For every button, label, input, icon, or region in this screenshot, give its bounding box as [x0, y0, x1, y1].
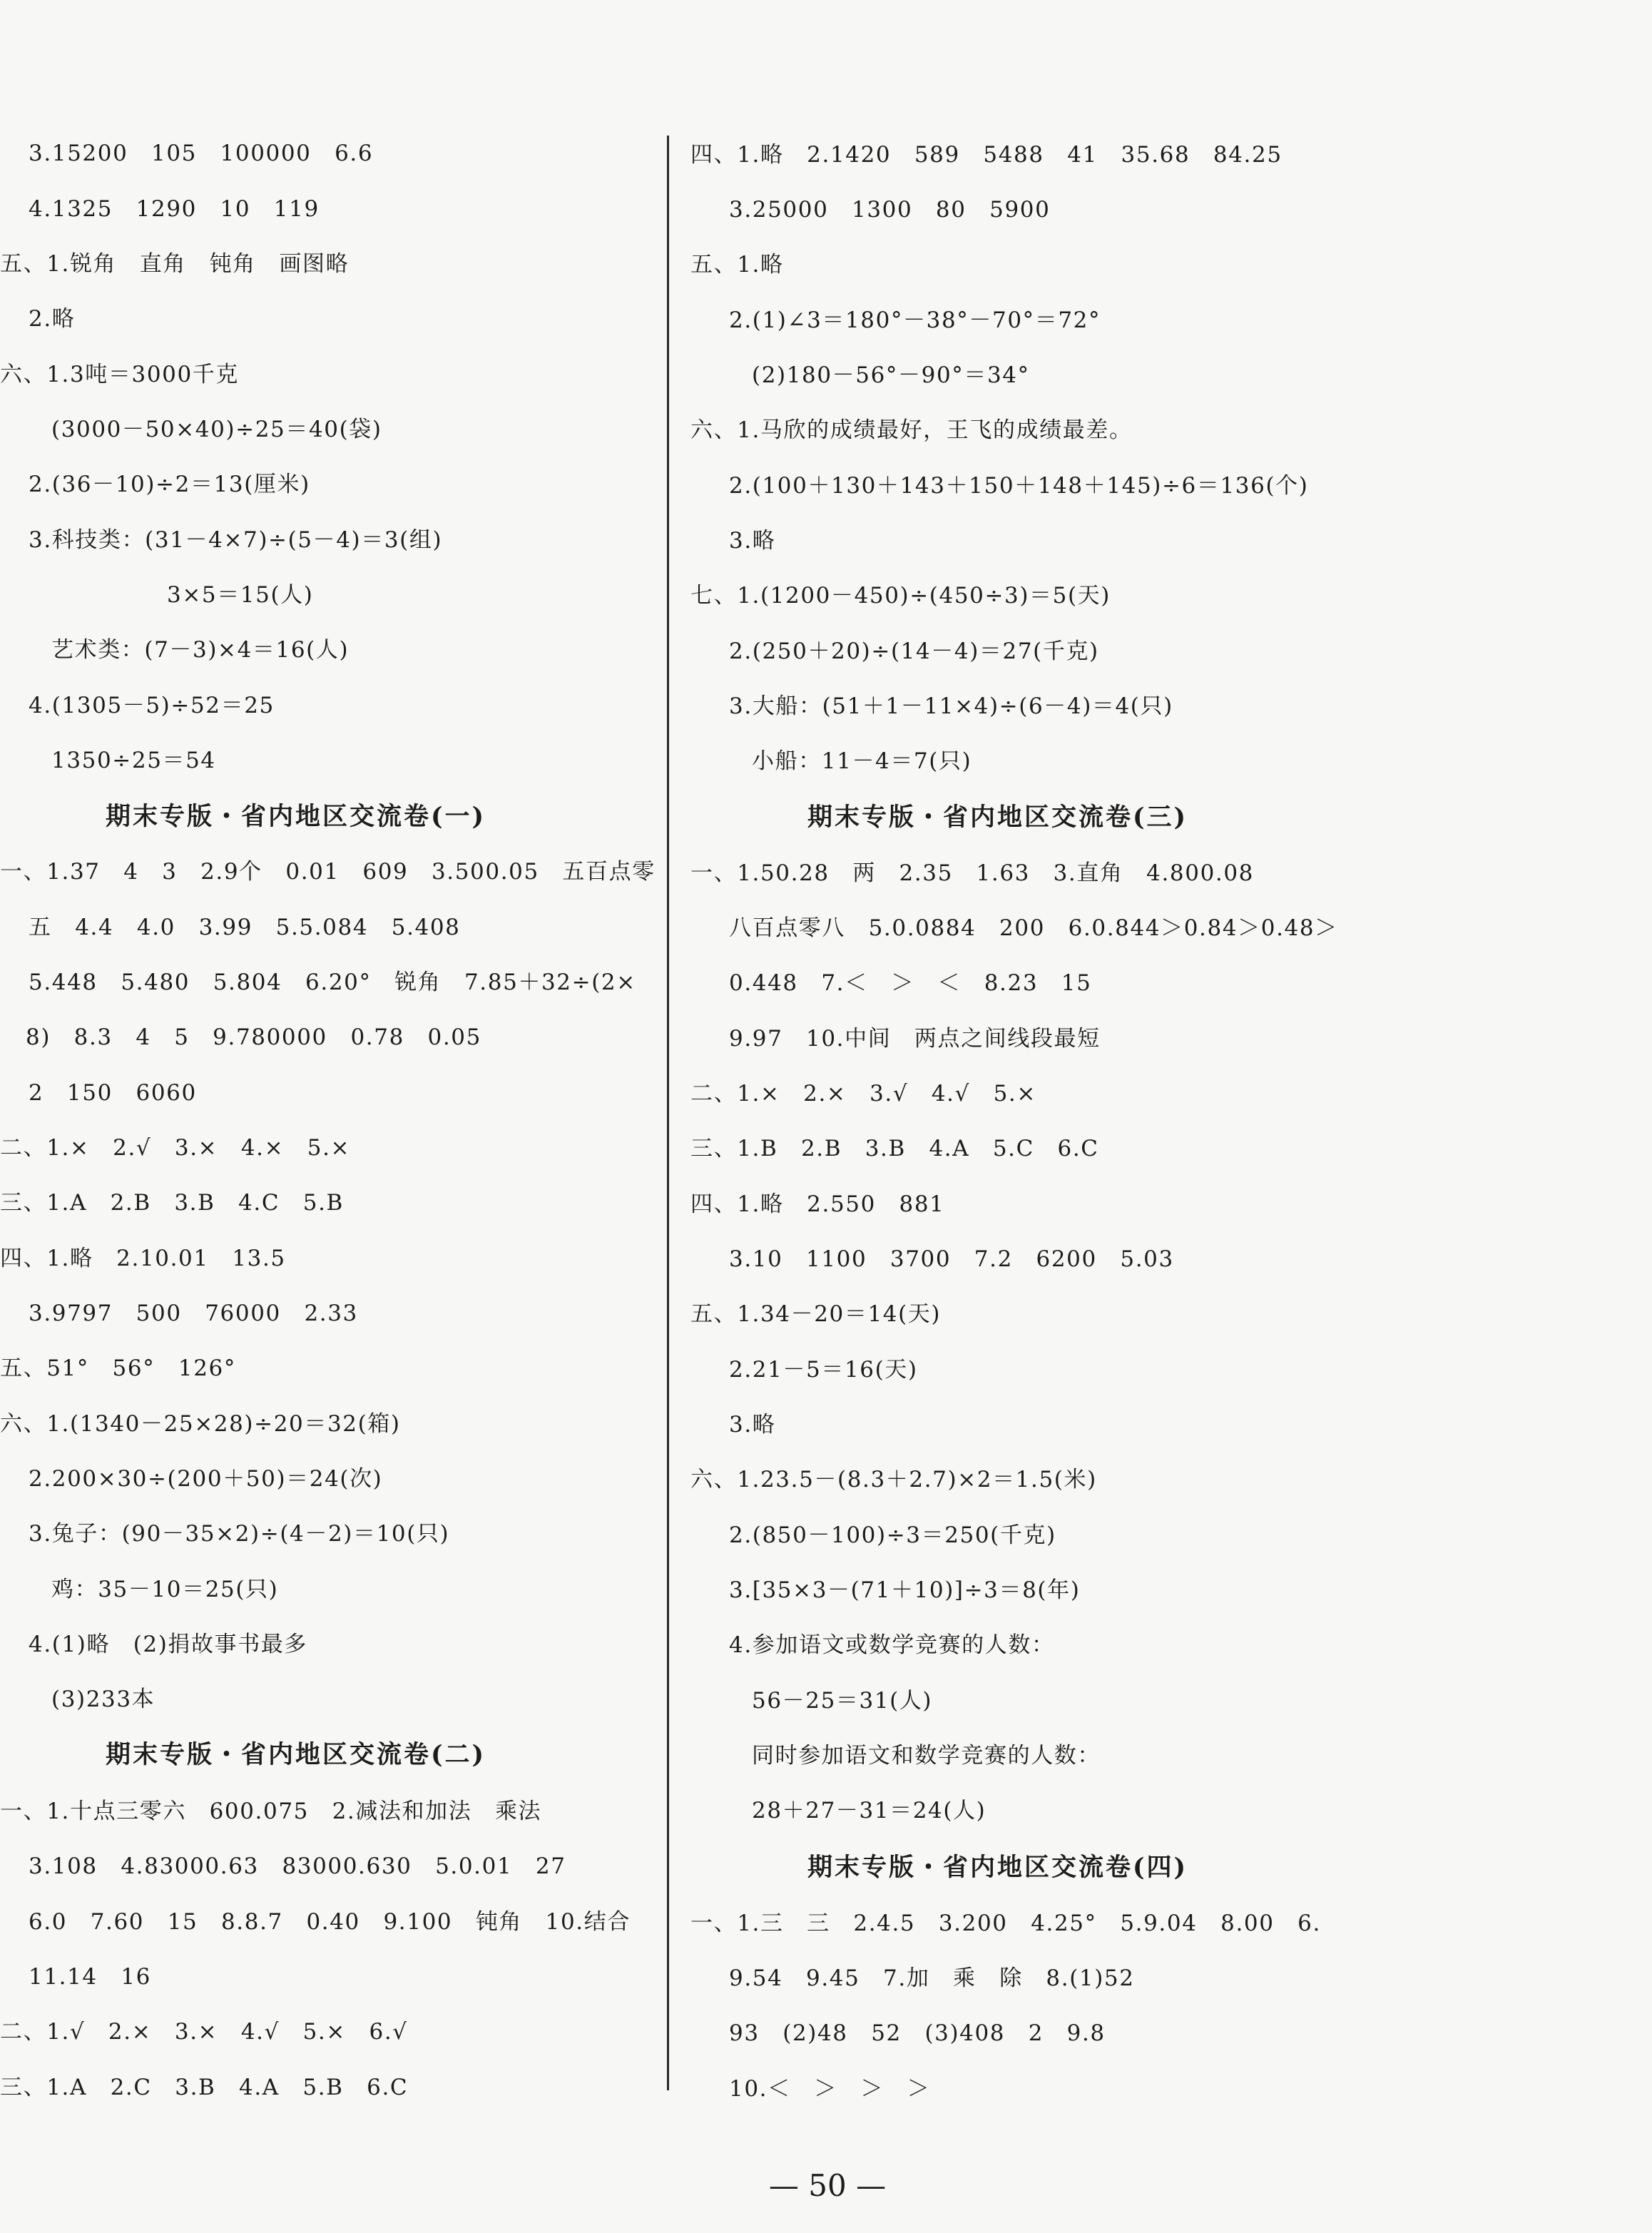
- answer-line: 56－25＝31(人): [752, 1688, 933, 1714]
- answer-line: 3.25000 1300 80 5900: [729, 197, 1051, 223]
- answer-line: 3.15200 105 100000 6.6: [29, 141, 374, 166]
- answer-line: 3.108 4.83000.63 83000.630 5.0.01 27: [29, 1853, 566, 1879]
- answer-line: 3.科技类：(31－4×7)÷(5－4)＝3(组): [29, 527, 443, 553]
- answer-line: 八百点零八 5.0.0884 200 6.0.844＞0.84＞0.48＞: [729, 915, 1338, 941]
- answer-line: 五 4.4 4.0 3.99 5.5.084 5.408: [29, 915, 461, 940]
- answer-line: 4.1325 1290 10 119: [29, 196, 320, 222]
- answer-line: 七、1.(1200－450)÷(450÷3)＝5(天): [690, 583, 1111, 609]
- answer-line: 2 150 6060: [29, 1080, 197, 1106]
- answer-line: 小船：11－4＝7(只): [752, 748, 972, 774]
- section-title: 期末专版・省内地区交流卷(三): [807, 803, 1188, 832]
- answer-line: 同时参加语文和数学竞赛的人数：: [752, 1743, 1101, 1769]
- answer-line: 3×5＝15(人): [167, 582, 314, 608]
- answer-line: 3.大船：(51＋1－11×4)÷(6－4)＝4(只): [729, 693, 1173, 719]
- answer-line: 10.＜ ＞ ＞ ＞: [729, 2076, 931, 2102]
- answer-line: 28＋27－31＝24(人): [752, 1798, 986, 1823]
- answer-line: 4.参加语文或数学竞赛的人数：: [729, 1632, 1055, 1658]
- answer-line: 3.兔子：(90－35×2)÷(4－2)＝10(只): [29, 1521, 450, 1547]
- answer-line: 三、1.A 2.B 3.B 4.C 5.B: [0, 1190, 344, 1216]
- answer-line: 2.(1)∠3＝180°－38°－70°＝72°: [729, 307, 1101, 333]
- answer-line: 93 (2)48 52 (3)408 2 9.8: [729, 2020, 1106, 2046]
- answer-line: 3.9797 500 76000 2.33: [29, 1301, 358, 1326]
- answer-line: 二、1.√ 2.× 3.× 4.√ 5.× 6.√: [0, 2019, 408, 2045]
- answer-line: 9.54 9.45 7.加 乘 除 8.(1)52: [729, 1965, 1135, 1991]
- answer-line: 2.21－5＝16(天): [729, 1357, 918, 1383]
- answer-line: 五、1.34－20＝14(天): [690, 1301, 942, 1327]
- answer-line: 3.略: [729, 528, 776, 554]
- answer-line: 2.(100＋130＋143＋150＋148＋145)÷6＝136(个): [729, 473, 1309, 499]
- answer-line: 四、1.略 2.550 881: [690, 1191, 945, 1217]
- section-title: 期末专版・省内地区交流卷(二): [106, 1740, 486, 1769]
- answer-line: 一、1.50.28 两 2.35 1.63 3.直角 4.800.08: [690, 860, 1254, 886]
- answer-line: 2.(250＋20)÷(14－4)＝27(千克): [729, 639, 1099, 664]
- answer-line: 三、1.B 2.B 3.B 4.A 5.C 6.C: [690, 1136, 1099, 1161]
- answer-line: 6.0 7.60 15 8.8.7 0.40 9.100 钝角 10.结合: [29, 1909, 631, 1935]
- answer-line: 一、1.十点三零六 600.075 2.减法和加法 乘法: [0, 1799, 542, 1824]
- answer-line: 2.略: [29, 306, 76, 332]
- answer-line: 4.(1)略 (2)捐故事书最多: [29, 1632, 307, 1657]
- column-divider: [667, 136, 669, 2090]
- page-number: — 50 —: [768, 2168, 887, 2203]
- answer-line: (3)233本: [51, 1687, 155, 1712]
- answer-line: 3.[35×3－(71＋10)]÷3＝8(年): [729, 1577, 1081, 1603]
- answer-line: 鸡：35－10＝25(只): [51, 1577, 279, 1602]
- answer-line: 六、1.(1340－25×28)÷20＝32(箱): [0, 1411, 401, 1437]
- section-title: 期末专版・省内地区交流卷(一): [106, 802, 486, 831]
- answer-line: 二、1.× 2.× 3.√ 4.√ 5.×: [690, 1081, 1036, 1107]
- answer-line: 5.448 5.480 5.804 6.20° 锐角 7.85＋32÷(2×: [29, 970, 636, 995]
- answer-line: 三、1.A 2.C 3.B 4.A 5.B 6.C: [0, 2075, 409, 2100]
- answer-line: 五、1.略: [690, 252, 784, 278]
- answer-line: (2)180－56°－90°＝34°: [752, 362, 1030, 388]
- answer-line: 六、1.23.5－(8.3＋2.7)×2＝1.5(米): [690, 1467, 1097, 1492]
- answer-line: 六、1.马欣的成绩最好，王飞的成绩最差。: [690, 417, 1133, 443]
- answer-line: 2.(850－100)÷3＝250(千克): [729, 1522, 1056, 1548]
- answer-line: 0.448 7.＜ ＞ ＜ 8.23 15: [729, 970, 1092, 996]
- answer-line: 9.97 10.中间 两点之间线段最短: [729, 1026, 1101, 1052]
- answer-line: 艺术类：(7－3)×4＝16(人): [51, 637, 350, 663]
- answer-line: 8) 8.3 4 5 9.780000 0.78 0.05: [26, 1024, 481, 1050]
- answer-line: 四、1.略 2.1420 589 5488 41 35.68 84.25: [690, 142, 1283, 168]
- answer-line: 3.略: [729, 1412, 776, 1438]
- answer-line: 二、1.× 2.√ 3.× 4.× 5.×: [0, 1135, 351, 1161]
- answer-line: 五、1.锐角 直角 钝角 画图略: [0, 251, 350, 277]
- answer-line: 五、51° 56° 126°: [0, 1355, 236, 1381]
- section-title: 期末专版・省内地区交流卷(四): [807, 1853, 1188, 1882]
- answer-line: 四、1.略 2.10.01 13.5: [0, 1246, 286, 1271]
- answer-line: 2.(36－10)÷2＝13(厘米): [29, 472, 310, 497]
- answer-line: (3000－50×40)÷25＝40(袋): [51, 417, 382, 442]
- answer-line: 3.10 1100 3700 7.2 6200 5.03: [729, 1246, 1174, 1272]
- answer-line: 2.200×30÷(200＋50)＝24(次): [29, 1466, 383, 1492]
- answer-line: 1350÷25＝54: [51, 748, 216, 773]
- answer-line: 一、1.37 4 3 2.9个 0.01 609 3.500.05 五百点零: [0, 859, 656, 885]
- answer-line: 4.(1305－5)÷52＝25: [29, 693, 275, 718]
- answer-line: 六、1.3吨＝3000千克: [0, 362, 239, 387]
- answer-line: 一、1.三 三 2.4.5 3.200 4.25° 5.9.04 8.00 6.: [690, 1911, 1321, 1936]
- answer-line: 11.14 16: [29, 1964, 151, 1990]
